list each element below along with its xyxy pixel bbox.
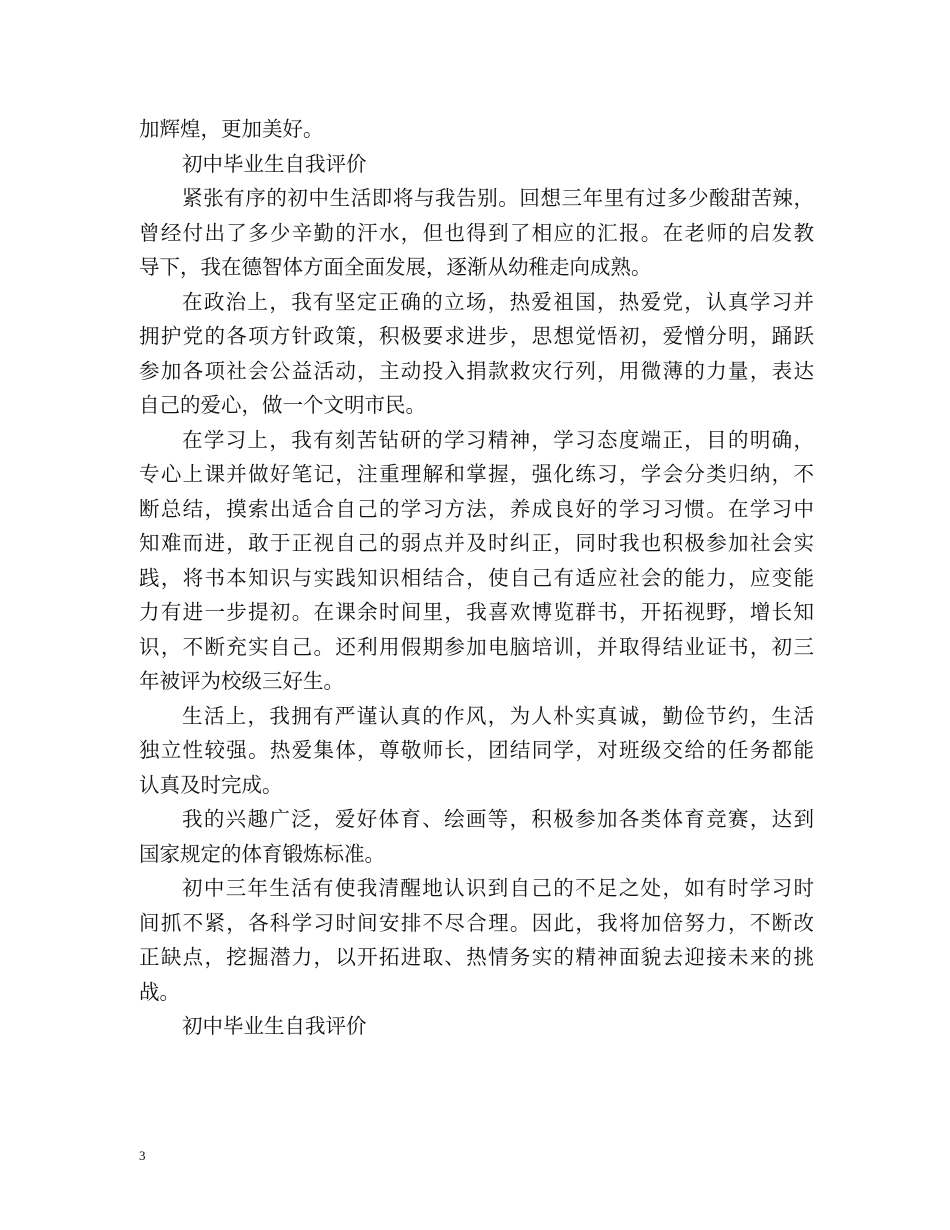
text-line: 国家规定的体育锻炼标准。 bbox=[139, 841, 385, 866]
text-line: 拥护党的各项方针政策，积极要求进步，思想觉悟初，爱憎分明，踊跃 bbox=[139, 324, 814, 348]
text-line: 战。 bbox=[139, 979, 180, 1004]
text-line: 年被评为校级三好生。 bbox=[139, 669, 344, 693]
text-line: 知难而进，敢于正视自己的弱点并及时纠正，同时我也积极参加社会实 bbox=[139, 531, 814, 555]
text-line: 识，不断充实自己。还利用假期参加电脑培训，并取得结业证书，初三 bbox=[139, 634, 814, 659]
paragraph-first-line: 紧张有序的初中生活即将与我告别。回想三年里有过多少酸甜苦辣， bbox=[182, 186, 814, 210]
text-line: 曾经付出了多少辛勤的汗水，但也得到了相应的汇报。在老师的启发教 bbox=[139, 220, 814, 245]
paragraph-first-line: 在学习上，我有刻苦钻研的学习精神，学习态度端正，目的明确， bbox=[182, 427, 814, 452]
text-line: 导下，我在德智体方面全面发展，逐渐从幼稚走向成熟。 bbox=[139, 255, 652, 279]
text-line: 间抓不紧，各科学习时间安排不尽合理。因此，我将加倍努力，不断改 bbox=[139, 910, 814, 935]
text-line: 践，将书本知识与实践知识相结合，使自己有适应社会的能力，应变能 bbox=[139, 565, 814, 590]
text-line: 独立性较强。热爱集体，尊敬师长，团结同学，对班级交给的任务都能 bbox=[139, 738, 814, 762]
page-number: 3 bbox=[139, 1148, 146, 1163]
text-line: 正缺点，挖掘潜力，以开拓进取、热情务实的精神面貌去迎接未来的挑 bbox=[139, 945, 814, 969]
text-line: 自己的爱心，做一个文明市民。 bbox=[139, 393, 426, 417]
text-line: 力有进一步提初。在课余时间里，我喜欢博览群书，开拓视野，增长知 bbox=[139, 600, 814, 624]
text-line: 参加各项社会公益活动，主动投入捐款救灾行列，用微薄的力量，表达 bbox=[139, 358, 814, 383]
paragraph-first-line: 初中毕业生自我评价 bbox=[182, 151, 367, 176]
document-body bbox=[139, 112, 814, 1044]
paragraph-first-line: 我的兴趣广泛，爱好体育、绘画等，积极参加各类体育竞赛，达到 bbox=[182, 807, 814, 831]
text-line: 加辉煌，更加美好。 bbox=[139, 117, 324, 141]
paragraph-first-line: 初中三年生活有使我清醒地认识到自己的不足之处，如有时学习时 bbox=[182, 876, 814, 900]
paragraph-first-line: 生活上，我拥有严谨认真的作风，为人朴实真诚，勤俭节约，生活 bbox=[182, 703, 814, 728]
text-line: 认真及时完成。 bbox=[139, 772, 283, 797]
paragraph-first-line: 初中毕业生自我评价 bbox=[182, 1014, 367, 1038]
text-line: 专心上课并做好笔记，注重理解和掌握，强化练习，学会分类归纳，不 bbox=[139, 462, 814, 486]
text-line: 断总结，摸索出适合自己的学习方法，养成良好的学习习惯。在学习中 bbox=[139, 496, 814, 521]
paragraph-first-line: 在政治上，我有坚定正确的立场，热爱祖国，热爱党，认真学习并 bbox=[182, 289, 814, 314]
